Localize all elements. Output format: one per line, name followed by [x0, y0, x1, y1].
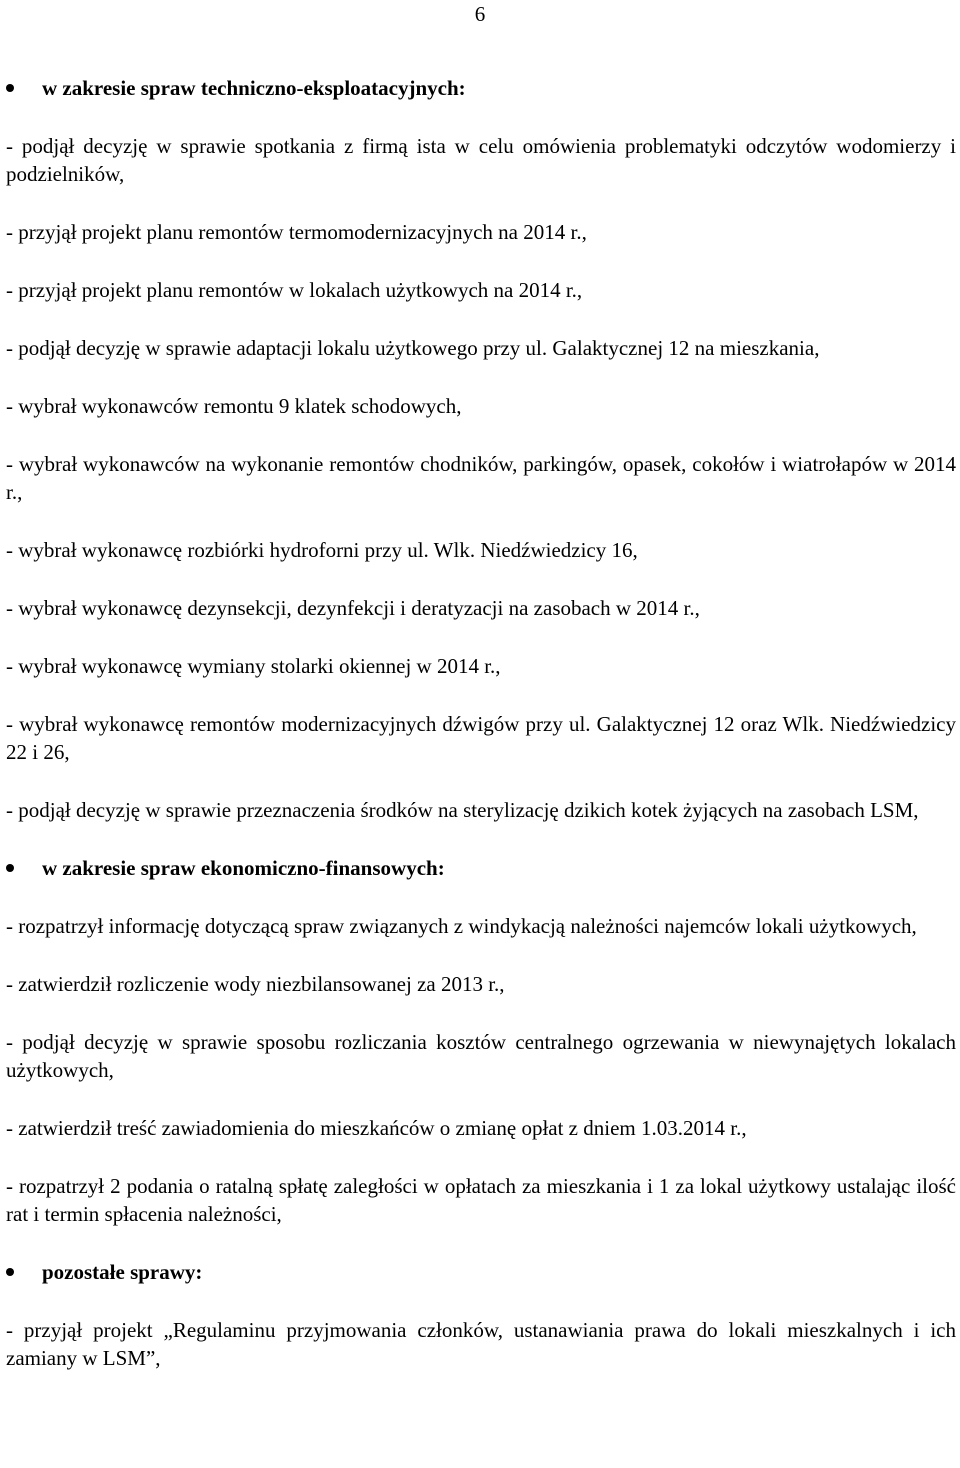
list-item: - rozpatrzył informację dotyczącą spraw związanych z windykacją należności najemców lokali użytkowych, [6, 914, 917, 938]
section-heading-other [6, 1258, 956, 1286]
list-item: - przyjął projekt planu remontów w lokalach użytkowych na 2014 r., [6, 278, 583, 302]
list-item: - wybrał wykonawcę wymiany stolarki okiennej w 2014 r., [6, 654, 501, 678]
list-item: - podjął decyzję w sprawie adaptacji lokalu użytkowego przy ul. Galaktycznej 12 na mieszkania, [6, 336, 820, 360]
list-item: - wybrał wykonawcę dezynsekcji, dezynfekcji i deratyzacji na zasobach w 2014 r., [6, 596, 700, 620]
section-heading-label: pozostałe sprawy: [42, 1260, 203, 1284]
section-heading-technical [6, 74, 956, 102]
section-heading-label: w zakresie spraw techniczno-eksploatacyjnych: [42, 76, 466, 100]
page-number: 6 [474, 2, 486, 26]
section-heading-economic [6, 854, 956, 882]
list-item: - zatwierdził rozliczenie wody niezbilansowanej za 2013 r., [6, 972, 505, 996]
list-item: - wybrał wykonawcę rozbiórki hydroforni przy ul. Wlk. Niedźwiedzicy 16, [6, 538, 638, 562]
list-item: - wybrał wykonawcę remontów modernizacyjnych dźwigów przy ul. Galaktycznej 12 oraz Wlk. Niedźwiedzicy 22 i 26, [6, 712, 956, 764]
bullet-icon [6, 84, 14, 92]
list-item: - przyjął projekt „Regulaminu przyjmowania członków, ustanawiania prawa do lokali mieszkalnych i ich zamiany w LSM”, [6, 1318, 956, 1370]
list-item: - podjął decyzję w sprawie przeznaczenia środków na sterylizację dzikich kotek żyjących na zasobach LSM, [6, 798, 919, 822]
bullet-icon [6, 864, 14, 872]
list-item: - zatwierdził treść zawiadomienia do mieszkańców o zmianę opłat z dniem 1.03.2014 r., [6, 1116, 747, 1140]
bullet-icon [6, 1268, 14, 1276]
document-body [6, 74, 956, 1402]
list-item: - rozpatrzył 2 podania o ratalną spłatę zaległości w opłatach za mieszkania i 1 za lokal użytkowy ustalając ilość rat i termin spłacenia należności, [6, 1174, 956, 1226]
list-item: - podjął decyzję w sprawie spotkania z firmą ista w celu omówienia problematyki odczytów wodomierzy i podzielników, [6, 134, 956, 186]
list-item: - przyjął projekt planu remontów termomodernizacyjnych na 2014 r., [6, 220, 587, 244]
list-item: - wybrał wykonawców remontu 9 klatek schodowych, [6, 394, 462, 418]
list-item: - wybrał wykonawców na wykonanie remontów chodników, parkingów, opasek, cokołów i wiatrołapów w 2014 r., [6, 452, 956, 504]
section-heading-label: w zakresie spraw ekonomiczno-finansowych: [42, 856, 445, 880]
list-item: - podjął decyzję w sprawie sposobu rozliczania kosztów centralnego ogrzewania w niewynajętych lokalach użytkowych, [6, 1030, 956, 1082]
